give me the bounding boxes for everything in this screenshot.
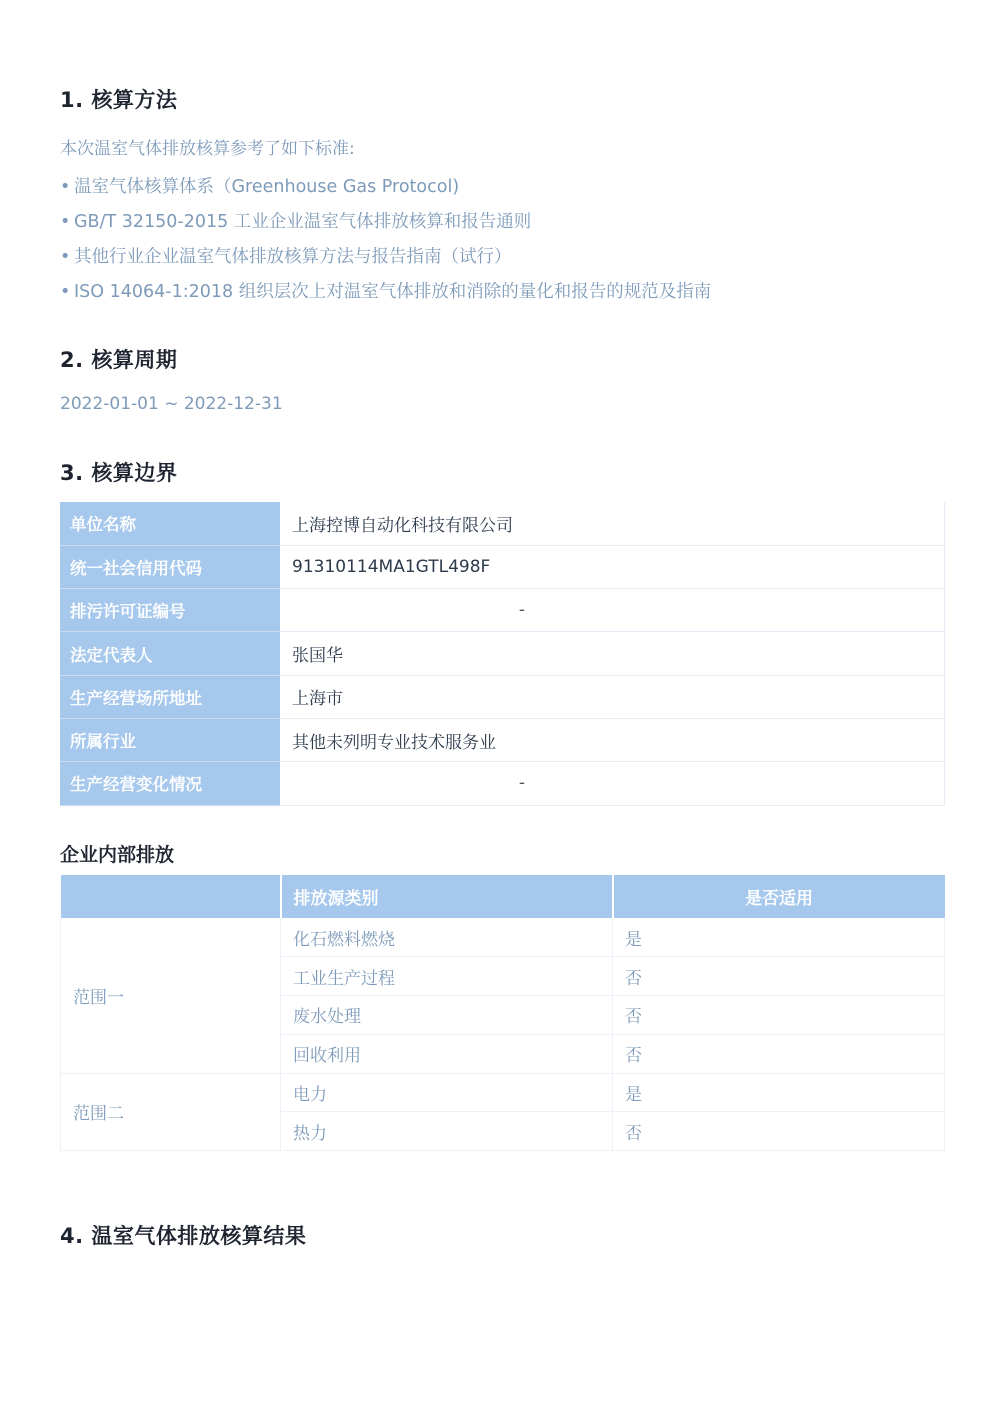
table-row: [60, 632, 945, 675]
applicable-cell: 是: [613, 1073, 945, 1112]
column-header-source: 排放源类别: [281, 875, 613, 918]
table-row: [60, 502, 945, 545]
standards-intro: 本次温室气体排放核算参考了如下标准:: [60, 139, 355, 159]
section-4-title: 4. 温室气体排放核算结果: [60, 1224, 307, 1248]
list-item: • 其他行业企业温室气体排放核算方法与报告指南（试行）: [60, 242, 711, 277]
boundary-label: 单位名称: [60, 502, 280, 545]
column-header-applicable: 是否适用: [613, 875, 945, 918]
source-cell: 工业生产过程: [281, 957, 613, 996]
list-item: • 温室气体核算体系（Greenhouse Gas Protocol): [60, 172, 711, 207]
bullet-icon: •: [60, 177, 71, 197]
applicable-cell: 否: [613, 957, 945, 996]
boundary-value: 上海控博自动化科技有限公司: [280, 502, 945, 545]
boundary-label: 生产经营场所地址: [60, 675, 280, 718]
source-cell: 热力: [281, 1112, 613, 1151]
boundary-value: 张国华: [280, 632, 945, 675]
emissions-table: [60, 875, 945, 1151]
boundary-value: 其他未列明专业技术服务业: [280, 718, 945, 761]
section-3-title: 3. 核算边界: [60, 461, 178, 485]
source-cell: 电力: [281, 1073, 613, 1112]
table-row: [60, 589, 945, 632]
boundary-label: 生产经营变化情况: [60, 762, 280, 805]
boundary-value: -: [280, 589, 945, 632]
section-2-title: 2. 核算周期: [60, 348, 178, 372]
source-cell: 废水处理: [281, 996, 613, 1035]
internal-emissions-title: 企业内部排放: [60, 844, 175, 866]
bullet-icon: •: [60, 247, 71, 267]
boundary-label: 法定代表人: [60, 632, 280, 675]
applicable-cell: 否: [613, 1034, 945, 1073]
source-cell: 回收利用: [281, 1034, 613, 1073]
applicable-cell: 是: [613, 918, 945, 957]
boundary-label: 统一社会信用代码: [60, 545, 280, 588]
table-header-row: [61, 875, 945, 918]
table-row: [60, 545, 945, 588]
bullet-icon: •: [60, 212, 71, 232]
accounting-period: 2022-01-01 ~ 2022-12-31: [60, 394, 283, 414]
table-row: [61, 918, 945, 957]
boundary-label: 排污许可证编号: [60, 589, 280, 632]
table-row: [60, 718, 945, 761]
section-1-title: 1. 核算方法: [60, 88, 178, 112]
column-header: [61, 875, 281, 918]
list-item: • ISO 14064-1:2018 组织层次上对温室气体排放和消除的量化和报告的规范及指南: [60, 277, 711, 312]
boundary-value: 上海市: [280, 675, 945, 718]
list-item: • GB/T 32150-2015 工业企业温室气体排放核算和报告通则: [60, 207, 711, 242]
boundary-label: 所属行业: [60, 718, 280, 761]
boundary-value: 91310114MA1GTL498F: [280, 545, 945, 588]
boundary-value: -: [280, 762, 945, 805]
applicable-cell: 否: [613, 996, 945, 1035]
standards-list: [60, 172, 711, 312]
table-row: [61, 1073, 945, 1112]
boundary-table: [60, 502, 945, 806]
source-cell: 化石燃料燃烧: [281, 918, 613, 957]
table-row: [60, 762, 945, 805]
applicable-cell: 否: [613, 1112, 945, 1151]
table-row: [60, 675, 945, 718]
scope-cell: 范围二: [61, 1073, 281, 1151]
bullet-icon: •: [60, 282, 71, 302]
scope-cell: 范围一: [61, 918, 281, 1073]
